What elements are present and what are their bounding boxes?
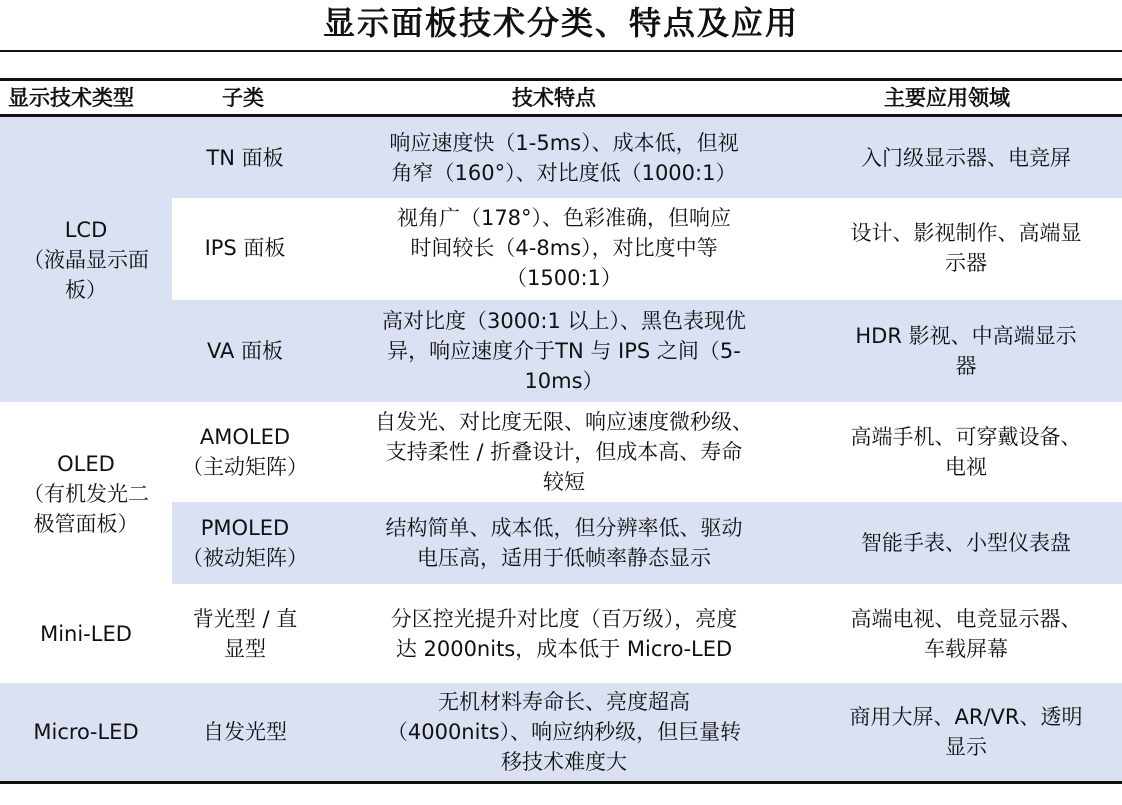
features-cell: 自发光、对比度无限、响应速度微秒级、 支持柔性 / 折叠设计，但成本高、寿命 较短 bbox=[375, 410, 753, 494]
applications-cell: HDR 影视、中高端显示 器 bbox=[855, 324, 1077, 378]
subtype-cell: AMOLED （主动矩阵） bbox=[182, 425, 308, 479]
subtype-cell: 背光型 / 直 显型 bbox=[192, 606, 298, 661]
type-cell: Micro‐LED bbox=[33, 720, 139, 744]
applications-cell: 高端手机、可穿戴设备、 电视 bbox=[850, 425, 1082, 479]
features-cell: 高对比度（3000:1 以上）、黑色表现优 异，响应速度介于TN 与 IPS 之间（5‐ 10ms） bbox=[381, 309, 747, 393]
applications-cell: 设计、影视制作、高端显 示器 bbox=[850, 221, 1082, 275]
subtype-cell: PMOLED （被动矩阵） bbox=[182, 516, 308, 570]
header-features: 技术特点 bbox=[512, 85, 596, 110]
applications-cell: 入门级显示器、电竞屏 bbox=[861, 145, 1071, 170]
features-cell: 无机材料寿命长、亮度超高 （4000nits）、响应纳秒级，但巨量转 移技术难度大 bbox=[386, 690, 742, 774]
features-cell: 视角广（178°）、色彩准确，但响应 时间较长（4‐8ms），对比度中等 （1500:1） bbox=[396, 206, 732, 290]
type-cell: LCD （液晶显示面 板） bbox=[23, 217, 149, 302]
applications-cell: 商用大屏、AR/VR、透明 显示 bbox=[849, 705, 1083, 759]
features-cell: 响应速度快（1‐5ms）、成本低，但视 角窄（160°）、对比度低（1000:1） bbox=[389, 130, 739, 185]
features-cell: 结构简单、成本低，但分辨率低、驱动 电压高，适用于低帧率静态显示 bbox=[385, 516, 743, 570]
table-header-row bbox=[0, 81, 1122, 117]
table-bottom-rule bbox=[0, 781, 1122, 784]
subtype-cell: VA 面板 bbox=[206, 339, 284, 363]
type-cell: OLED （有机发光二 极管面板） bbox=[23, 452, 149, 536]
applications-cell: 智能手表、小型仪表盘 bbox=[861, 531, 1071, 555]
applications-cell: 高端电视、电竞显示器、 车载屏幕 bbox=[850, 606, 1082, 661]
title-underline bbox=[0, 50, 1122, 52]
subtype-cell: IPS 面板 bbox=[204, 236, 286, 260]
header-type: 显示技术类型 bbox=[8, 85, 134, 110]
panel-table bbox=[0, 81, 1122, 774]
type-cell: Mini‐LED bbox=[40, 621, 132, 646]
header-applications: 主要应用领域 bbox=[884, 85, 1010, 110]
features-cell: 分区控光提升对比度（百万级），亮度 达 2000nits，成本低于 Micro‐LED bbox=[390, 606, 738, 661]
page-title: 显示面板技术分类、特点及应用 bbox=[322, 4, 799, 42]
subtype-cell: TN 面板 bbox=[206, 145, 284, 170]
subtype-cell: 自发光型 bbox=[203, 720, 287, 744]
header-subtype: 子类 bbox=[222, 85, 264, 110]
